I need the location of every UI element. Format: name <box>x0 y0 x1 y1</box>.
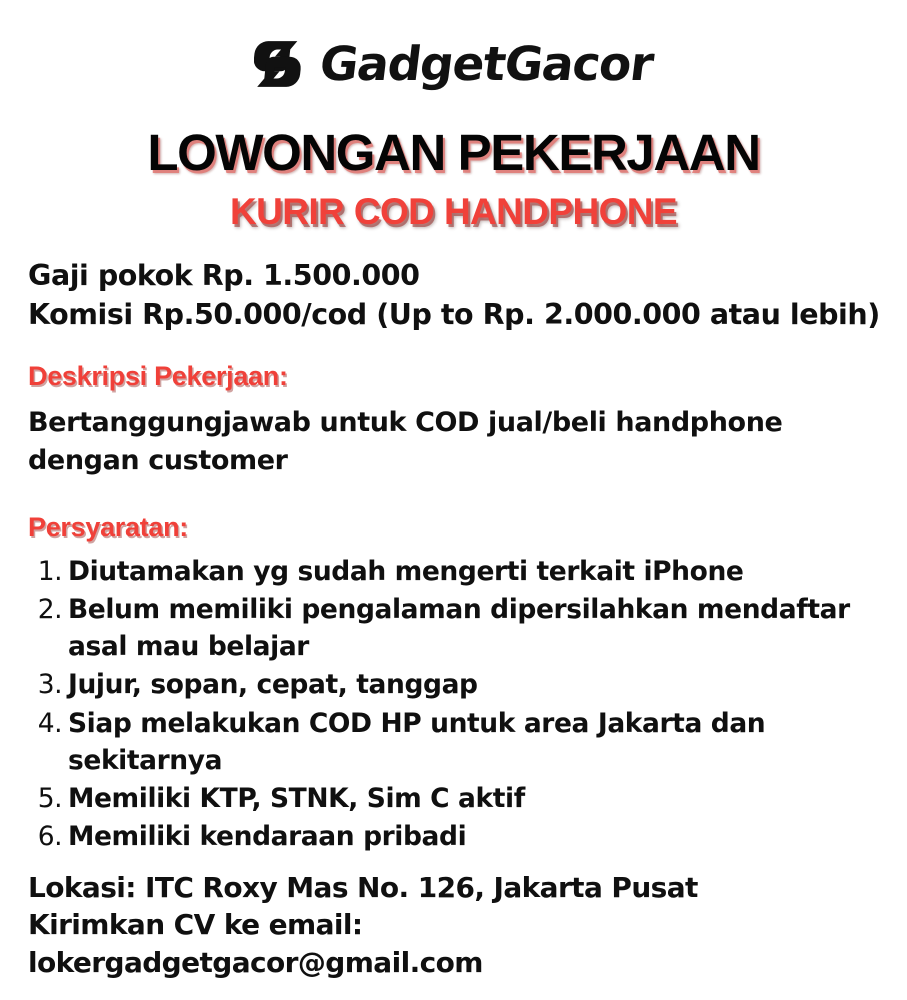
salary-commission: Komisi Rp.50.000/cod (Up to Rp. 2.000.000 atau lebih) <box>28 297 880 331</box>
requirements-heading: Persyaratan: <box>28 511 188 542</box>
list-item <box>28 666 881 703</box>
description-text: Bertanggungjawab untuk COD jual/beli handphone dengan customer <box>28 407 783 477</box>
list-item-number: 6. <box>37 820 62 852</box>
list-item-text: Siap melakukan COD HP untuk area Jakarta dan sekitarnya <box>68 707 766 776</box>
brand-header <box>0 0 907 98</box>
list-item <box>28 705 881 779</box>
salary-base: Gaji pokok Rp. 1.500.000 <box>28 259 420 293</box>
list-item-text: Memiliki kendaraan pribadi <box>68 820 467 852</box>
poster-subtitle: KURIR COD HANDPHONE <box>230 190 677 232</box>
location-line: Lokasi: ITC Roxy Mas No. 126, Jakarta Pusat <box>28 870 698 904</box>
list-item-text: Memiliki KTP, STNK, Sim C aktif <box>68 782 525 814</box>
list-item-text: Jujur, sopan, cepat, tanggap <box>68 669 478 701</box>
cv-instruction-line: Kirimkan CV ke email: <box>28 908 363 942</box>
description-heading: Deskripsi Pekerjaan: <box>28 360 288 391</box>
poster-footer <box>28 869 881 982</box>
list-item <box>28 591 881 665</box>
list-item-text: Belum memiliki pengalaman dipersilahkan mendaftar asal mau belajar <box>68 594 850 663</box>
list-item-number: 5. <box>37 782 62 814</box>
list-item-number: 4. <box>37 707 62 739</box>
list-item <box>28 780 881 817</box>
brand-wordmark: GadgetGacor <box>316 36 657 92</box>
list-item-number: 3. <box>37 669 62 701</box>
list-item-text: Diutamakan yg sudah mengerti terkait iPhone <box>68 556 744 588</box>
requirements-list <box>28 553 881 855</box>
poster-title: LOWONGAN PEKERJAAN <box>147 124 760 181</box>
list-item <box>28 818 881 855</box>
poster-body <box>0 257 907 981</box>
list-item-number: 2. <box>37 594 62 626</box>
list-item <box>28 553 881 590</box>
contact-email[interactable]: lokergadgetgacor@gmail.com <box>28 945 483 979</box>
gadgetgacor-monogram-icon <box>254 38 306 90</box>
list-item-number: 1. <box>37 556 62 588</box>
